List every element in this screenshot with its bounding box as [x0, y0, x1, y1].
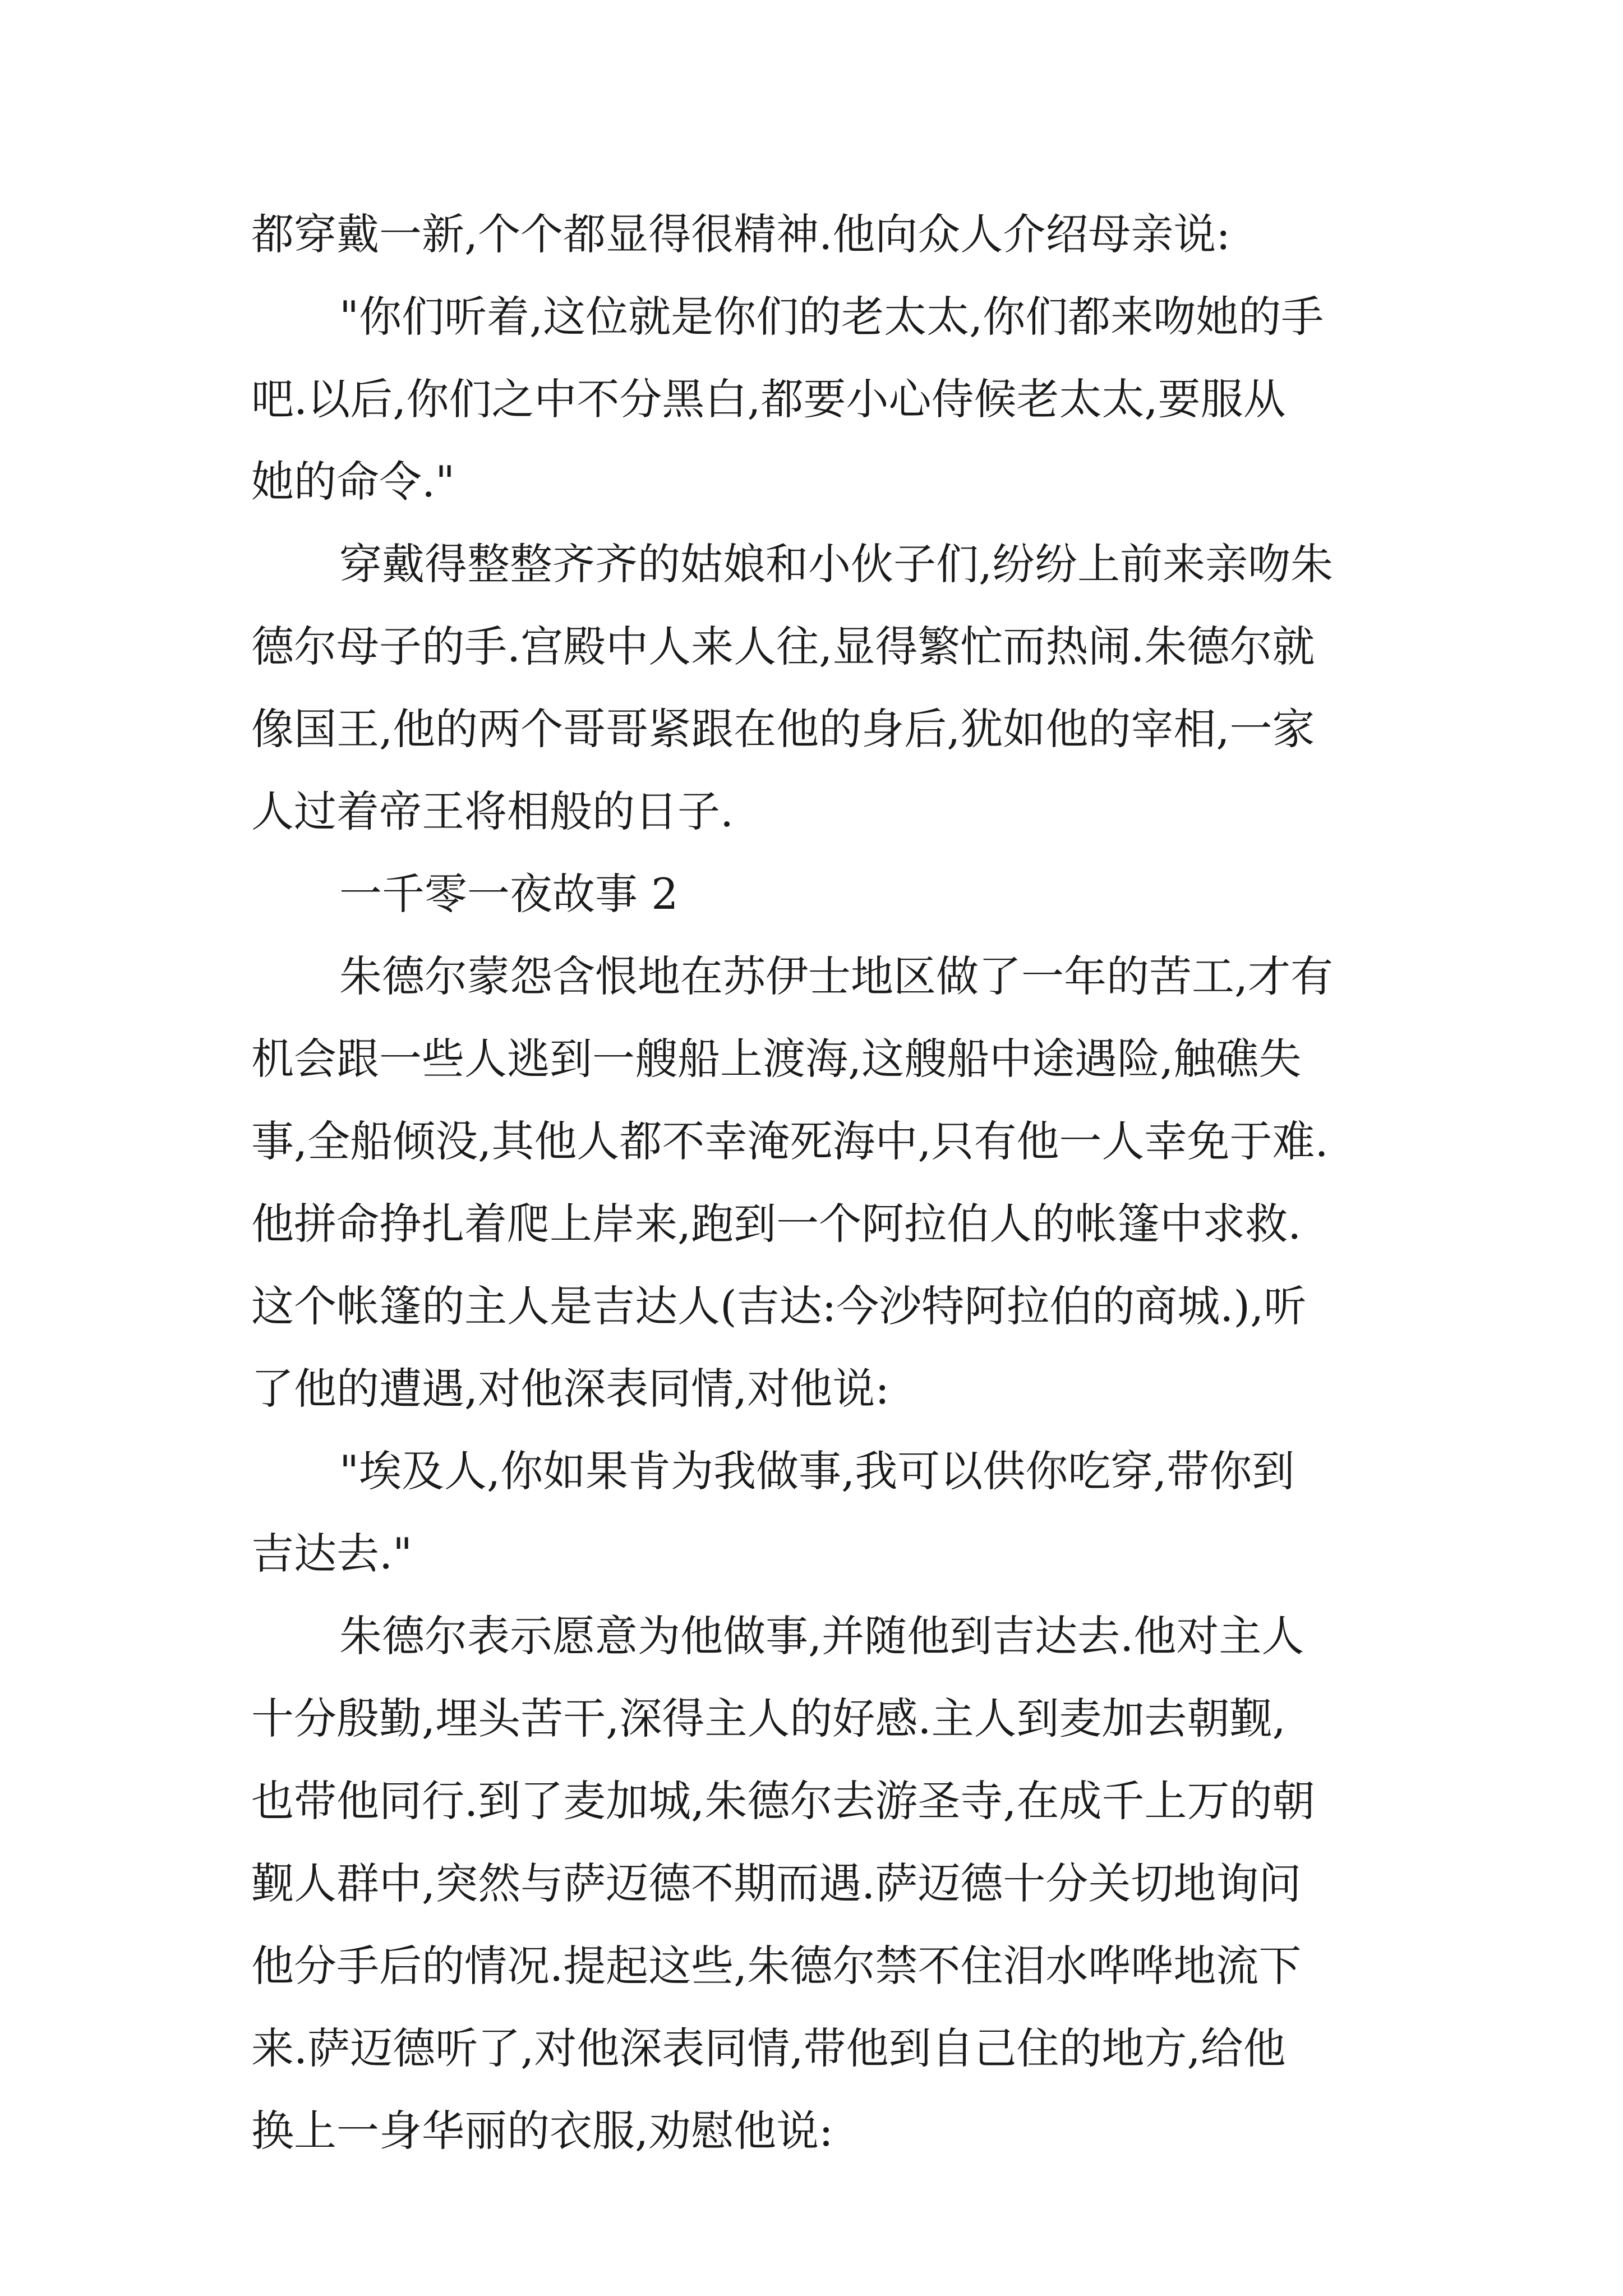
text-line: "埃及人,你如果肯为我做事,我可以供你吃穿,带你到 — [339, 1446, 1295, 1496]
text-line: 事,全船倾没,其他人都不幸淹死海中,只有他一人幸免于难. — [251, 1116, 1329, 1166]
text-line: 他拼命挣扎着爬上岸来,跑到一个阿拉伯人的帐篷中求救. — [251, 1199, 1302, 1249]
text-line: 穿戴得整整齐齐的姑娘和小伙子们,纷纷上前来亲吻朱 — [339, 539, 1334, 589]
text-line: 也带他同行.到了麦加城,朱德尔去游圣寺,在成千上万的朝 — [251, 1776, 1315, 1826]
text-line: 这个帐篷的主人是吉达人(吉达:今沙特阿拉伯的商城.),听 — [251, 1281, 1307, 1331]
text-line: 吧.以后,你们之中不分黑白,都要小心侍候老太太,要服从 — [251, 374, 1286, 424]
text-line: 觐人群中,突然与萨迈德不期而遇.萨迈德十分关切地询问 — [251, 1858, 1302, 1908]
text-line: "你们听着,这位就是你们的老太太,你们都来吻她的手 — [339, 292, 1324, 342]
text-line: 换上一身华丽的衣服,劝慰他说: — [251, 2106, 833, 2156]
text-line: 德尔母子的手.宫殿中人来人往,显得繁忙而热闹.朱德尔就 — [251, 622, 1315, 671]
text-line: 都穿戴一新,个个都显得很精神.他向众人介绍母亲说: — [251, 209, 1230, 259]
text-line: 来.萨迈德听了,对他深表同情,带他到自己住的地方,给他 — [251, 2023, 1286, 2073]
text-line: 十分殷勤,埋头苦干,深得主人的好感.主人到麦加去朝觐, — [251, 1694, 1286, 1743]
text-line: 了他的遭遇,对他深表同情,对他说: — [251, 1364, 889, 1414]
text-line: 像国王,他的两个哥哥紧跟在他的身后,犹如他的宰相,一家 — [251, 704, 1315, 754]
text-line: 朱德尔蒙怨含恨地在苏伊士地区做了一年的苦工,才有 — [339, 951, 1334, 1001]
text-line: 吉达去." — [251, 1529, 413, 1579]
text-line: 她的命令." — [251, 457, 455, 507]
text-line: 人过着帝王将相般的日子. — [251, 786, 734, 836]
text-line: 机会跟一些人逃到一艘船上渡海,这艘船中途遇险,触礁失 — [251, 1034, 1302, 1084]
section-heading: 一千零一夜故事 2 — [339, 869, 679, 919]
text-line: 朱德尔表示愿意为他做事,并随他到吉达去.他对主人 — [339, 1611, 1304, 1661]
text-line: 他分手后的情况.提起这些,朱德尔禁不住泪水哗哗地流下 — [251, 1941, 1302, 1991]
